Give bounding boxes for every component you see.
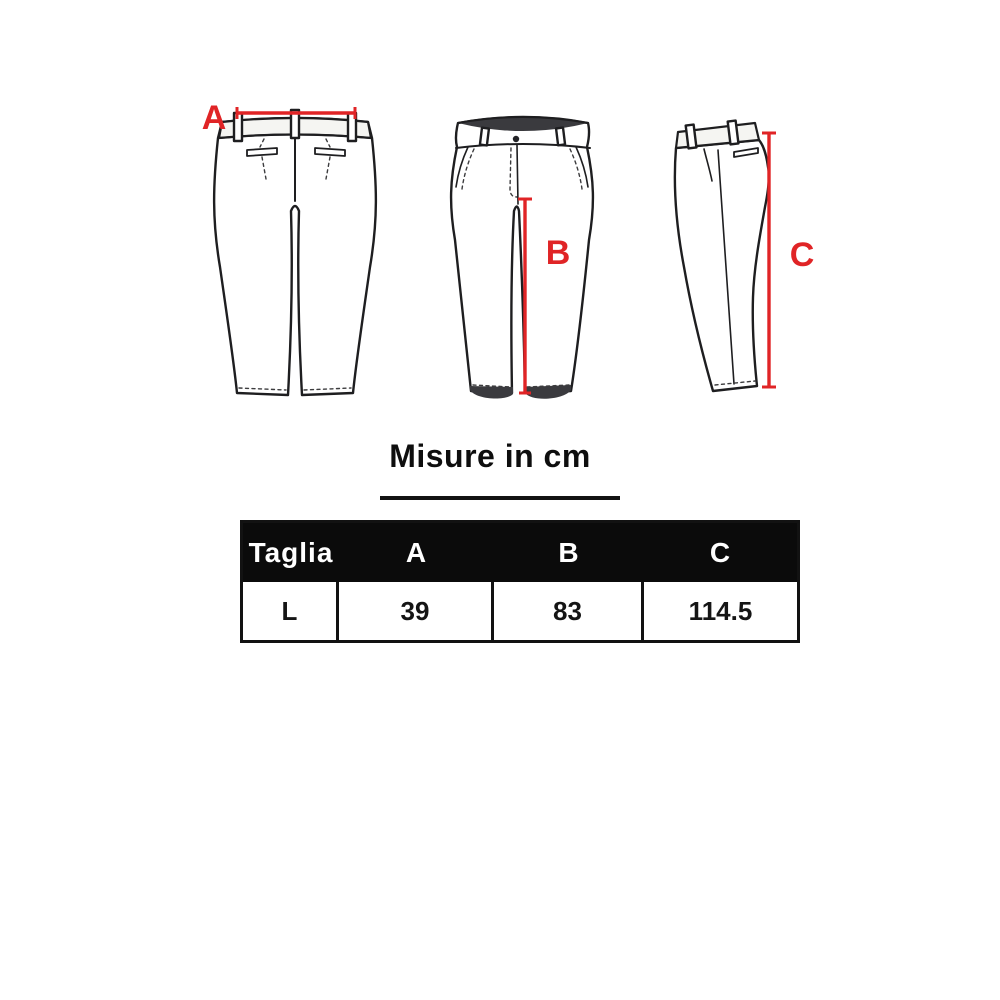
hem-shadow	[525, 385, 571, 399]
cell-measure-b: 83	[494, 582, 644, 640]
pants-back-outline	[214, 110, 376, 395]
cell-size: L	[243, 582, 339, 640]
cell-measure-c: 114.5	[688, 595, 753, 626]
back-pocket-left	[247, 148, 277, 156]
cell-measure-a: 39	[339, 582, 494, 640]
hem-shadow	[470, 386, 513, 399]
belt-loop	[556, 128, 565, 146]
pants-front-view-figure	[445, 95, 605, 420]
size-table	[240, 520, 800, 643]
pants-side-outline	[675, 121, 769, 391]
belt-loop	[686, 125, 697, 149]
back-pocket-right	[315, 148, 345, 156]
measure-label-a: A	[201, 99, 227, 137]
page-title: Misure in cm	[389, 438, 591, 474]
measure-label-b: B	[545, 234, 571, 272]
belt-loop	[480, 128, 489, 146]
title-underline	[380, 496, 620, 500]
size-table-row	[243, 582, 797, 640]
size-table-header-row	[243, 523, 797, 582]
belt-loop	[728, 121, 739, 145]
pants-back-view-figure	[190, 95, 410, 420]
header-cell-b: B	[558, 536, 580, 568]
measure-label-c: C	[789, 236, 815, 274]
header-cell-taglia: Taglia	[248, 536, 334, 568]
waist-button	[513, 136, 519, 142]
pants-back-view-drawing	[190, 95, 410, 420]
header-cell-a: A	[405, 536, 428, 568]
pants-front-view-drawing	[445, 95, 605, 420]
header-cell-c: C	[709, 536, 732, 568]
